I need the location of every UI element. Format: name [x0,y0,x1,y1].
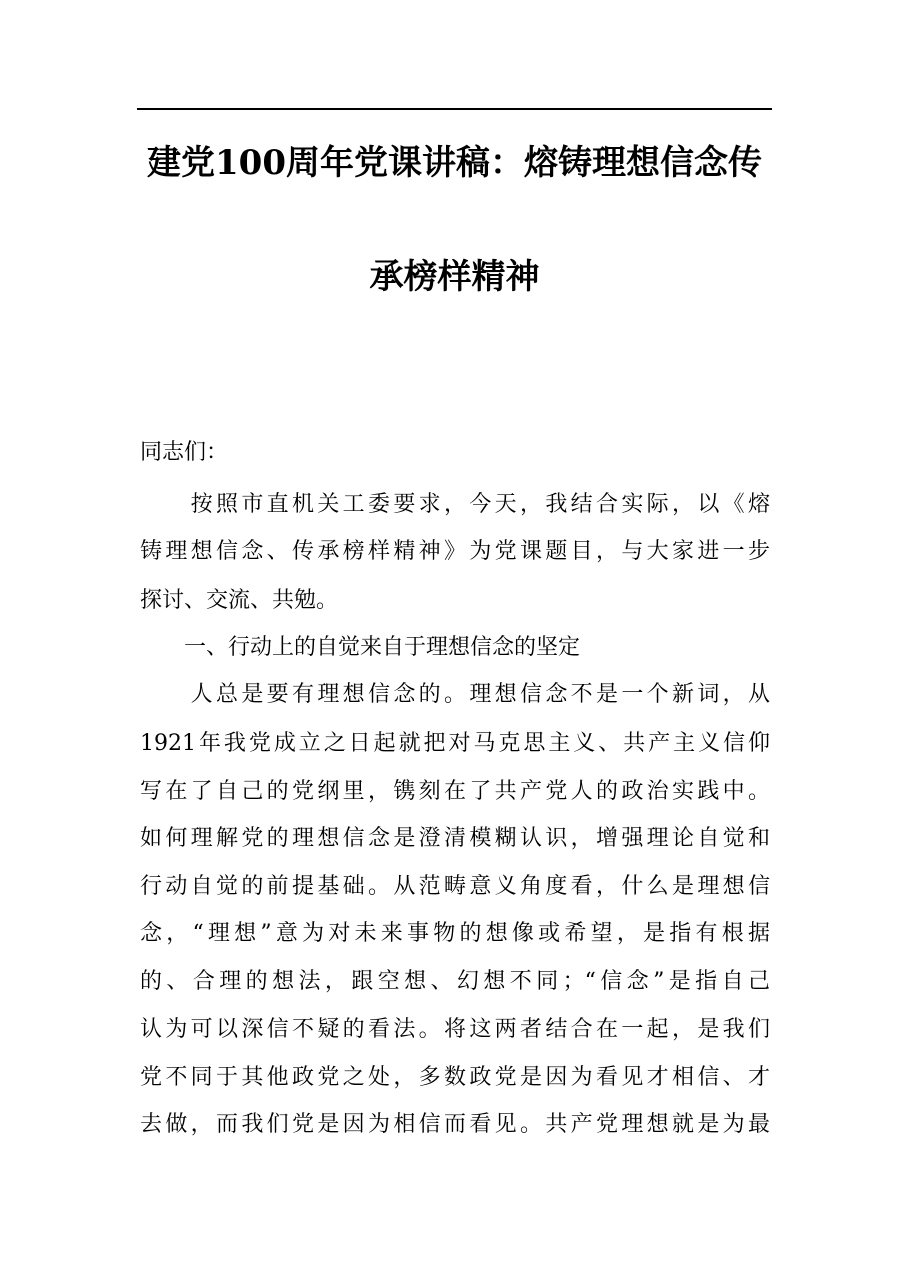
paragraph-line: 党不同于其他政党之处，多数政党是因为看见才相信、才 [140,1065,770,1090]
paragraph-line: 铸理想信念、传承榜样精神》为党课题目，与大家进一步 [140,539,770,564]
paragraph-line: 的、合理的想法，跟空想、幻想不同；“信念”是指自己 [140,969,770,994]
document-title-line-2: 承榜样精神 [369,257,540,297]
paragraph-line: 如何理解党的理想信念是澄清模糊认识，增强理论自觉和 [140,826,770,851]
document-title-line-1: 建党100周年党课讲稿：熔铸理想信念传 [147,143,762,183]
paragraph-line: 行动自觉的前提基础。从范畴意义角度看，什么是理想信 [140,874,770,899]
paragraph-line: 念，“理想”意为对未来事物的想像或希望，是指有根据 [140,921,770,946]
paragraph-line: 按照市直机关工委要求，今天，我结合实际，以《熔 [140,492,770,517]
salutation: 同志们： [140,440,229,465]
paragraph-line: 探讨、交流、共勉。 [140,588,339,613]
paragraph-line: 1921年我党成立之日起就把对马克思主义、共产主义信仰 [140,731,770,756]
header-rule [137,108,772,110]
paragraph-line: 人总是要有理想信念的。理想信念不是一个新词，从 [140,682,770,707]
paragraph-line: 写在了自己的党纲里，镌刻在了共产党人的政治实践中。 [140,779,770,804]
section-heading: 一、行动上的自觉来自于理想信念的坚定 [140,635,581,660]
paragraph-line: 认为可以深信不疑的看法。将这两者结合在一起，是我们 [140,1017,770,1042]
paragraph-line: 去做，而我们党是因为相信而看见。共产党理想就是为最 [140,1112,770,1137]
